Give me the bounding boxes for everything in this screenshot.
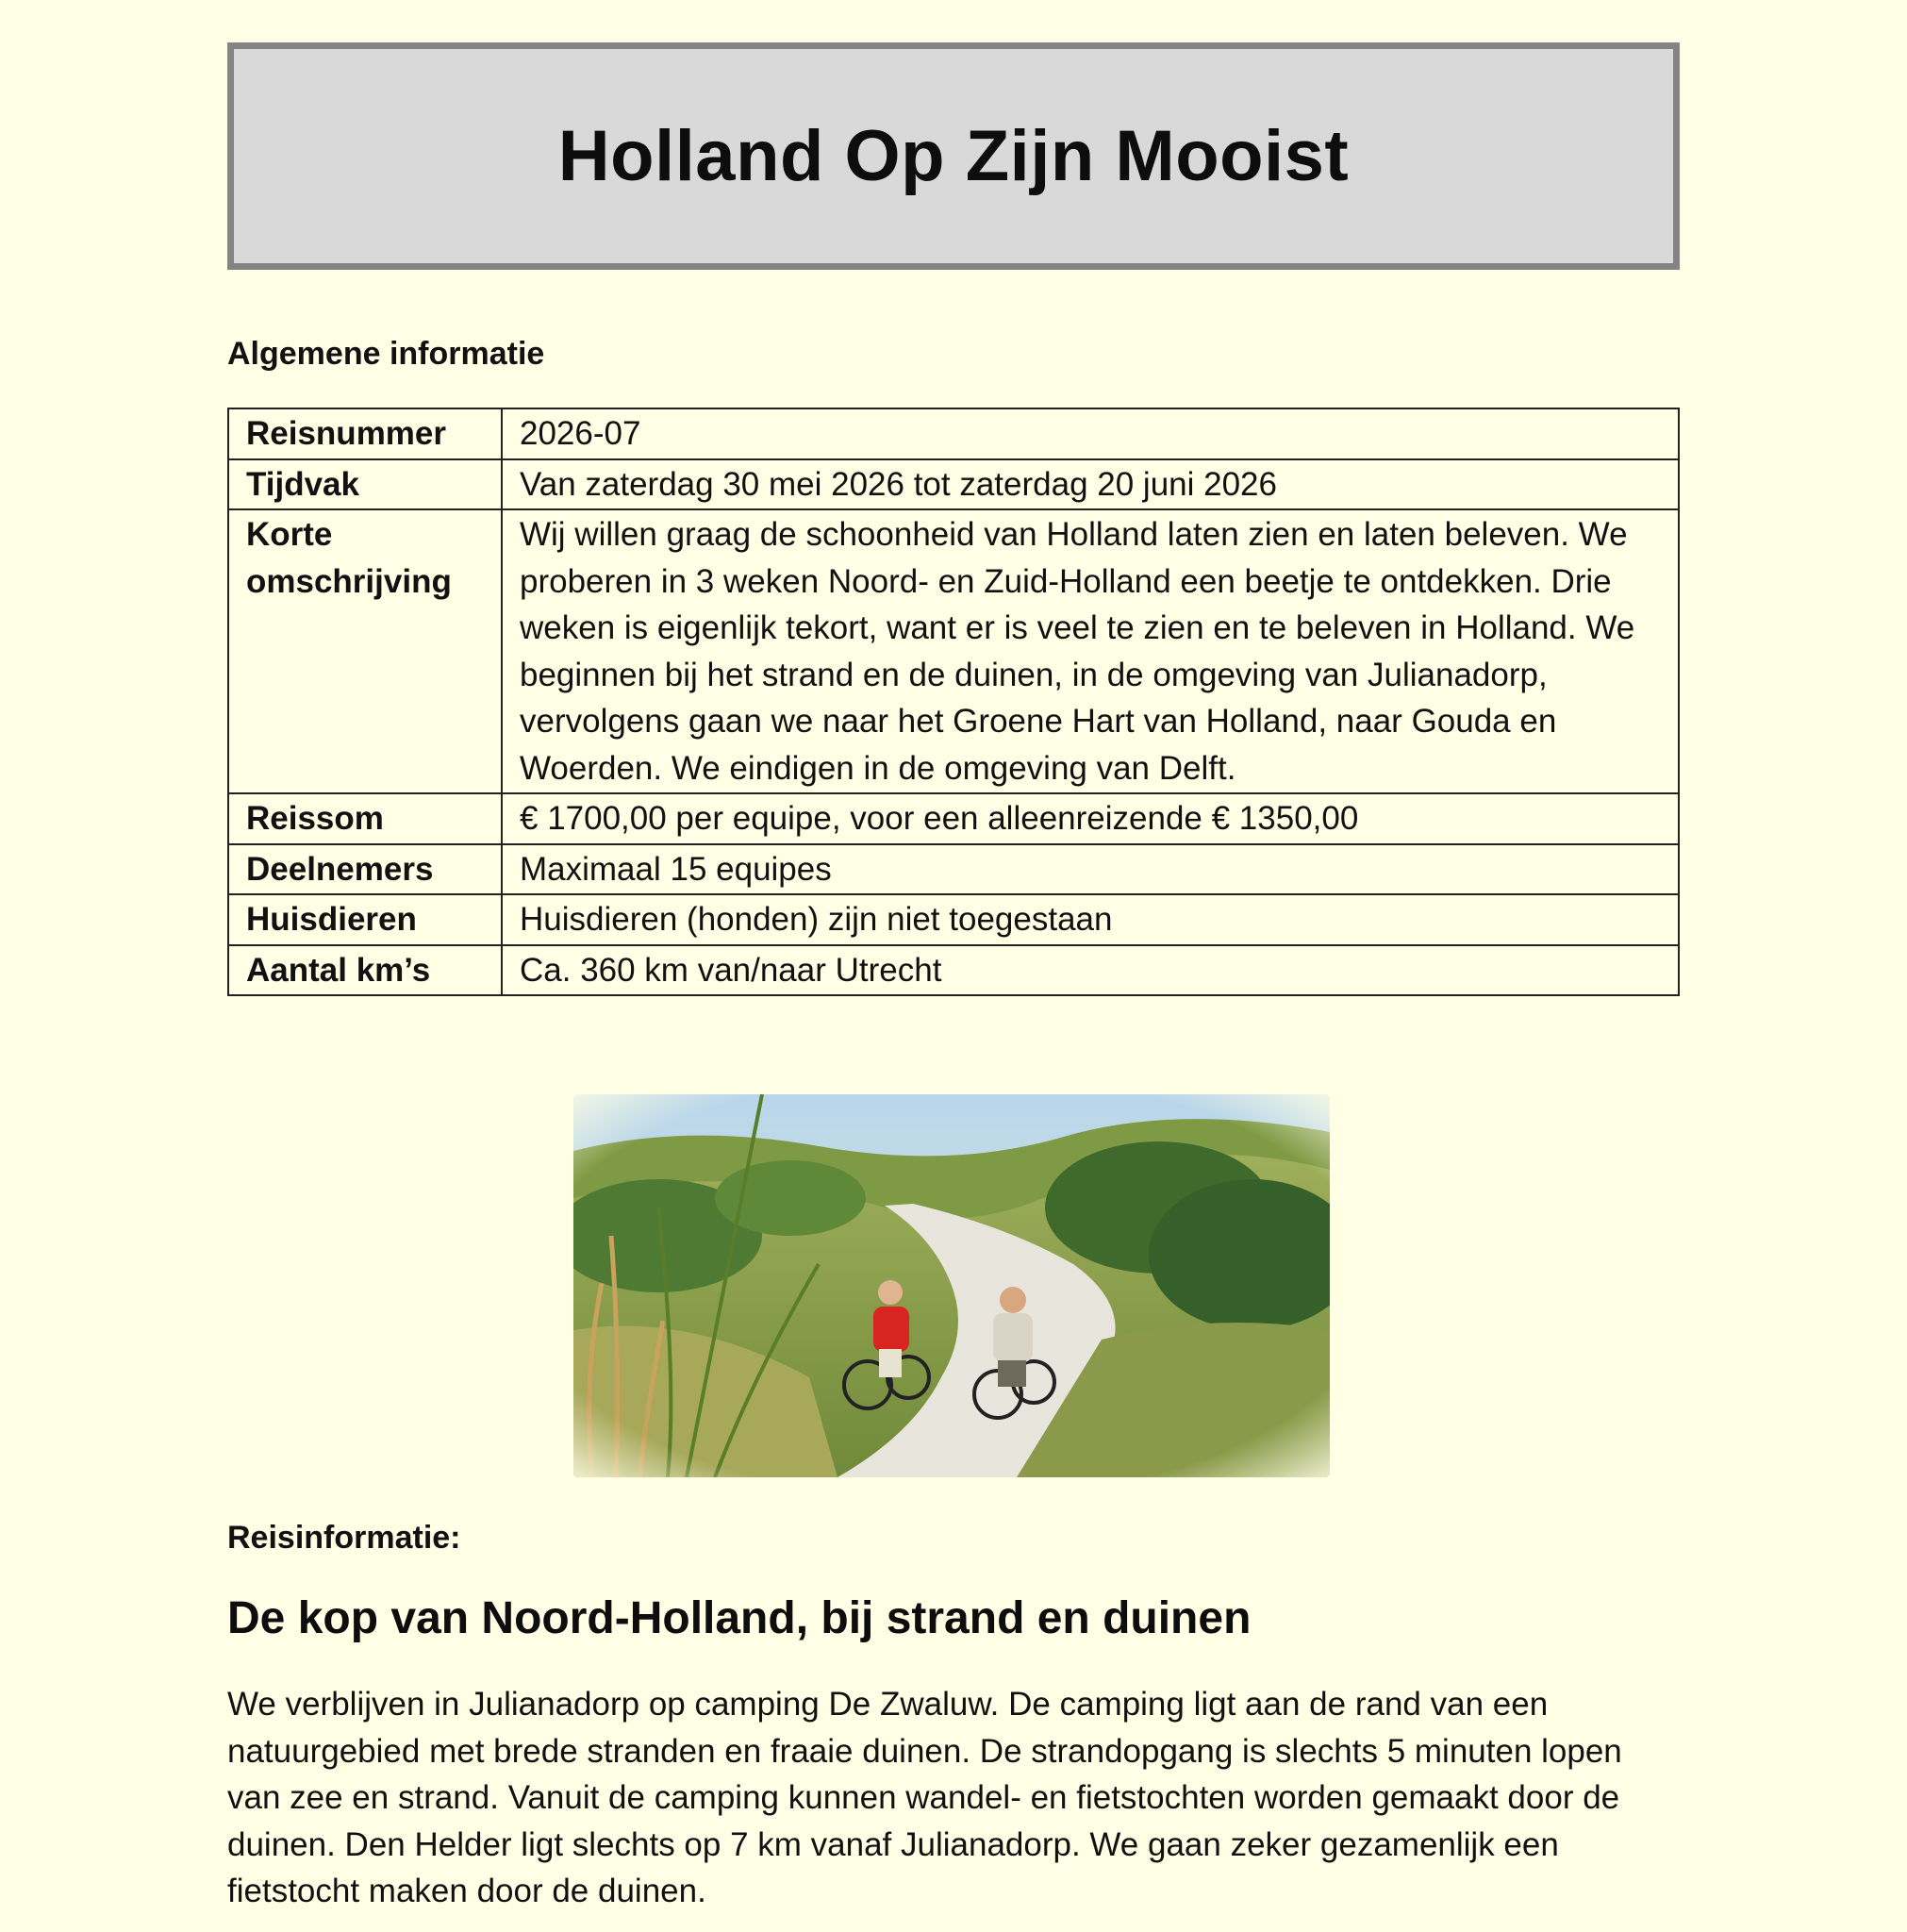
row-value: Van zaterdag 30 mei 2026 tot zaterdag 20 juni 2026	[502, 459, 1679, 510]
title-box	[227, 42, 1680, 270]
table-row	[228, 509, 1679, 793]
table-row	[228, 459, 1679, 510]
cycling-dunes-photo	[573, 1094, 1330, 1477]
table-row	[228, 844, 1679, 895]
row-key: Korte omschrijving	[228, 509, 502, 793]
row-value: 2026-07	[502, 408, 1679, 459]
row-value: Ca. 360 km van/naar Utrecht	[502, 945, 1679, 996]
row-key: Aantal km’s	[228, 945, 502, 996]
row-key: Huisdieren	[228, 894, 502, 945]
row-value: Huisdieren (honden) zijn niet toegestaan	[502, 894, 1679, 945]
general-info-label: Algemene informatie	[227, 336, 545, 372]
row-value: Maximaal 15 equipes	[502, 844, 1679, 895]
table-row	[228, 894, 1679, 945]
table-row	[228, 793, 1679, 844]
page-title: Holland Op Zijn Mooist	[557, 116, 1350, 196]
row-key: Reisnummer	[228, 408, 502, 459]
general-info-table	[227, 408, 1680, 996]
body-paragraph: We verblijven in Julianadorp op camping De Zwaluw. De camping ligt aan de rand van een natuurgebied met brede stranden en fraaie duinen. De strandopgang is slechts 5 minuten lopen van zee en strand. Vanuit de camping kunnen wandel- en fietstochten worden gemaakt door de duinen. Den Helder ligt slechts op 7 km vanaf Julianadorp. We gaan zeker gezamenlijk een fietstocht maken door de duinen.	[227, 1686, 1622, 1909]
row-key: Deelnemers	[228, 844, 502, 895]
row-key: Tijdvak	[228, 459, 502, 510]
table-row	[228, 945, 1679, 996]
travel-info-label: Reisinformatie:	[227, 1520, 461, 1556]
row-value: € 1700,00 per equipe, voor een alleenreizende € 1350,00	[502, 793, 1679, 844]
table-row	[228, 408, 1679, 459]
row-key: Reissom	[228, 793, 502, 844]
section-heading: De kop van Noord-Holland, bij strand en duinen	[227, 1593, 1252, 1643]
row-value: Wij willen graag de schoonheid van Holland laten zien en laten beleven. We proberen in 3 weken Noord- en Zuid-Holland een beetje te ontdekken. Drie weken is eigenlijk tekort, want er is veel te zien en te beleven in Holland. We beginnen bij het strand en de duinen, in de omgeving van Julianadorp, vervolgens gaan we naar het Groene Hart van Holland, naar Gouda en Woerden. We eindigen in de omgeving van Delft.	[502, 509, 1679, 793]
